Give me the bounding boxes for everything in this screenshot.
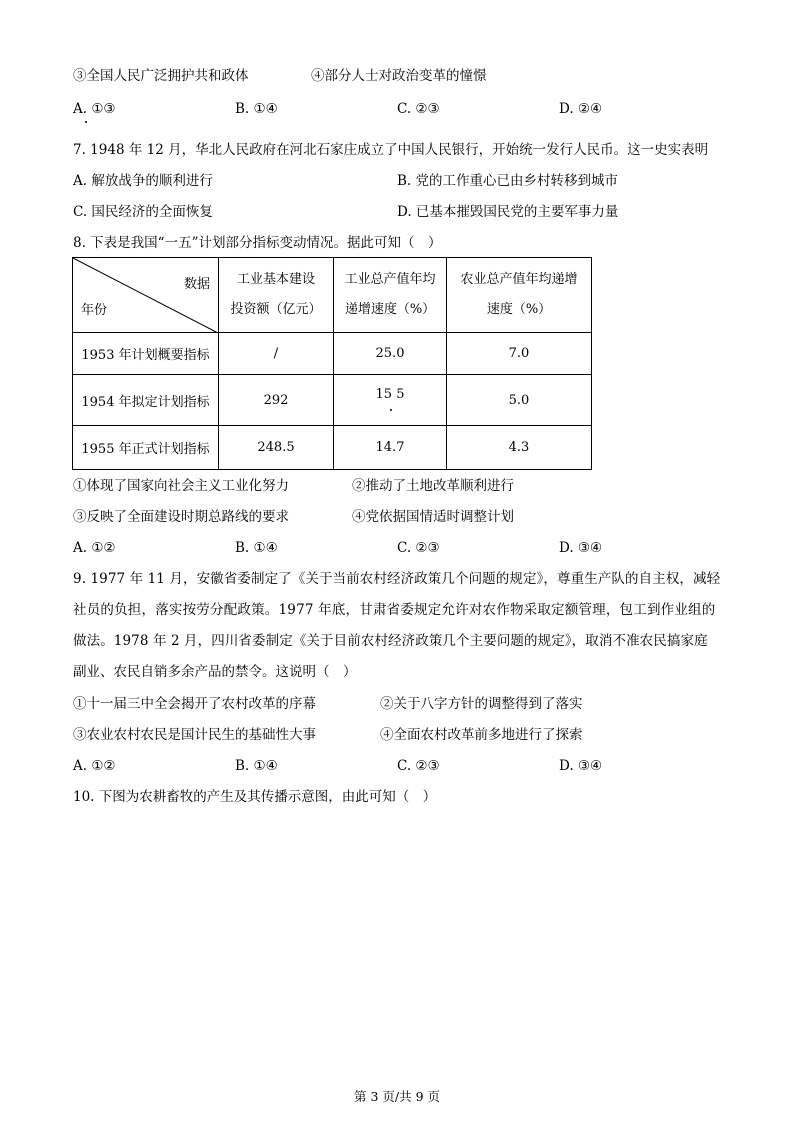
q9-option-b[interactable]: B. ①④ xyxy=(235,758,278,774)
table-header-investment: 工业基本建设 投资额（亿元） xyxy=(219,258,334,333)
q6-item-4: ④部分人士对政治变革的憧憬 xyxy=(311,68,487,84)
cell-agriculture-growth: 7.0 xyxy=(447,333,592,375)
q9-item-3: ③农业农村农民是国计民生的基础性大事 xyxy=(73,727,316,743)
q8-option-c[interactable]: C. ②③ xyxy=(397,540,440,556)
table-row xyxy=(73,426,592,470)
q7-stem: 7. 1948 年 12 月，华北人民政府在河北石家庄成立了中国人民银行，开始统一发行人民币。这一史实表明 xyxy=(73,142,709,158)
q7-option-d[interactable]: D. 已基本摧毁国民党的主要军事力量 xyxy=(397,204,619,220)
q8-option-d[interactable]: D. ③④ xyxy=(559,540,603,556)
q8-stem: 8. 下表是我国“一五”计划部分指标变动情况。据此可知（ ） xyxy=(73,235,442,251)
q6-option-c[interactable]: C. ②③ xyxy=(397,101,440,117)
q7-option-c[interactable]: C. 国民经济的全面恢复 xyxy=(73,204,213,220)
q10-stem: 10. 下图为农耕畜牧的产生及其传播示意图，由此可知（ ） xyxy=(73,789,437,805)
table-row xyxy=(73,333,592,375)
q9-option-a[interactable]: A. ①② xyxy=(73,758,116,774)
q9-item-2: ②关于八字方针的调整得到了落实 xyxy=(380,696,583,712)
diagonal-line xyxy=(73,258,218,333)
cell-investment: / xyxy=(219,333,334,375)
q8-item-3: ③反映了全面建设时期总路线的要求 xyxy=(73,509,289,525)
cell-industry-growth: 14.7 xyxy=(334,426,447,470)
corner-bottom-label: 年份 xyxy=(81,303,108,318)
q6-option-a[interactable]: A. ①③ xyxy=(73,101,116,117)
speck-mark xyxy=(85,121,87,123)
q8-item-1: ①体现了国家向社会主义工业化努力 xyxy=(73,478,289,494)
row-label: 1955 年正式计划指标 xyxy=(73,426,219,470)
q9-stem-line-4: 副业、农民自销多余产品的禁令。这说明（ ） xyxy=(73,664,357,680)
q9-option-c[interactable]: C. ②③ xyxy=(397,758,440,774)
corner-top-label: 数据 xyxy=(183,277,210,292)
q6-option-b[interactable]: B. ①④ xyxy=(235,101,278,117)
q9-option-d[interactable]: D. ③④ xyxy=(559,758,603,774)
q6-item-3: ③全国人民广泛拥护共和政体 xyxy=(73,68,249,84)
cell-agriculture-growth: 4.3 xyxy=(447,426,592,470)
cell-industry-growth: 15 5 xyxy=(334,375,447,426)
table-header-industry-growth: 工业总产值年均 递增速度（%） xyxy=(334,258,447,333)
q8-option-b[interactable]: B. ①④ xyxy=(235,540,278,556)
q8-item-4: ④党依据国情适时调整计划 xyxy=(352,509,514,525)
cell-investment: 248.5 xyxy=(219,426,334,470)
table-row xyxy=(73,375,592,426)
cell-investment: 292 xyxy=(219,375,334,426)
table-corner-cell xyxy=(73,258,219,333)
q9-stem-line-1: 9. 1977 年 11 月，安徽省委制定了《关于当前农村经济政策几个问题的规定》，尊重生产队的自主权，减轻 xyxy=(73,571,721,587)
q8-option-a[interactable]: A. ①② xyxy=(73,540,116,556)
row-label: 1953 年计划概要指标 xyxy=(73,333,219,375)
page-number-footer: 第 3 页/共 9 页 xyxy=(353,1089,440,1104)
q6-option-d[interactable]: D. ②④ xyxy=(559,101,603,117)
table-header-agriculture-growth: 农业总产值年均递增 速度（%） xyxy=(447,258,592,333)
q7-option-a[interactable]: A. 解放战争的顺利进行 xyxy=(73,173,213,189)
q8-data-table xyxy=(72,257,592,470)
cell-industry-growth: 25.0 xyxy=(334,333,447,375)
q7-option-b[interactable]: B. 党的工作重心已由乡村转移到城市 xyxy=(397,173,619,189)
row-label: 1954 年拟定计划指标 xyxy=(73,375,219,426)
cell-agriculture-growth: 5.0 xyxy=(447,375,592,426)
q9-item-4: ④全面农村改革前多地进行了探索 xyxy=(380,727,583,743)
q9-stem-line-2: 社员的负担，落实按劳分配政策。1977 年底，甘肃省委规定允许对农作物采取定额管理，包工到作业组的 xyxy=(73,602,716,618)
q9-item-1: ①十一届三中全会揭开了农村改革的序幕 xyxy=(73,696,316,712)
q8-item-2: ②推动了土地改革顺利进行 xyxy=(352,478,514,494)
q9-stem-line-3: 做法。1978 年 2 月，四川省委制定《关于目前农村经济政策几个主要问题的规定》，取消不准农民搞家庭 xyxy=(73,633,708,649)
